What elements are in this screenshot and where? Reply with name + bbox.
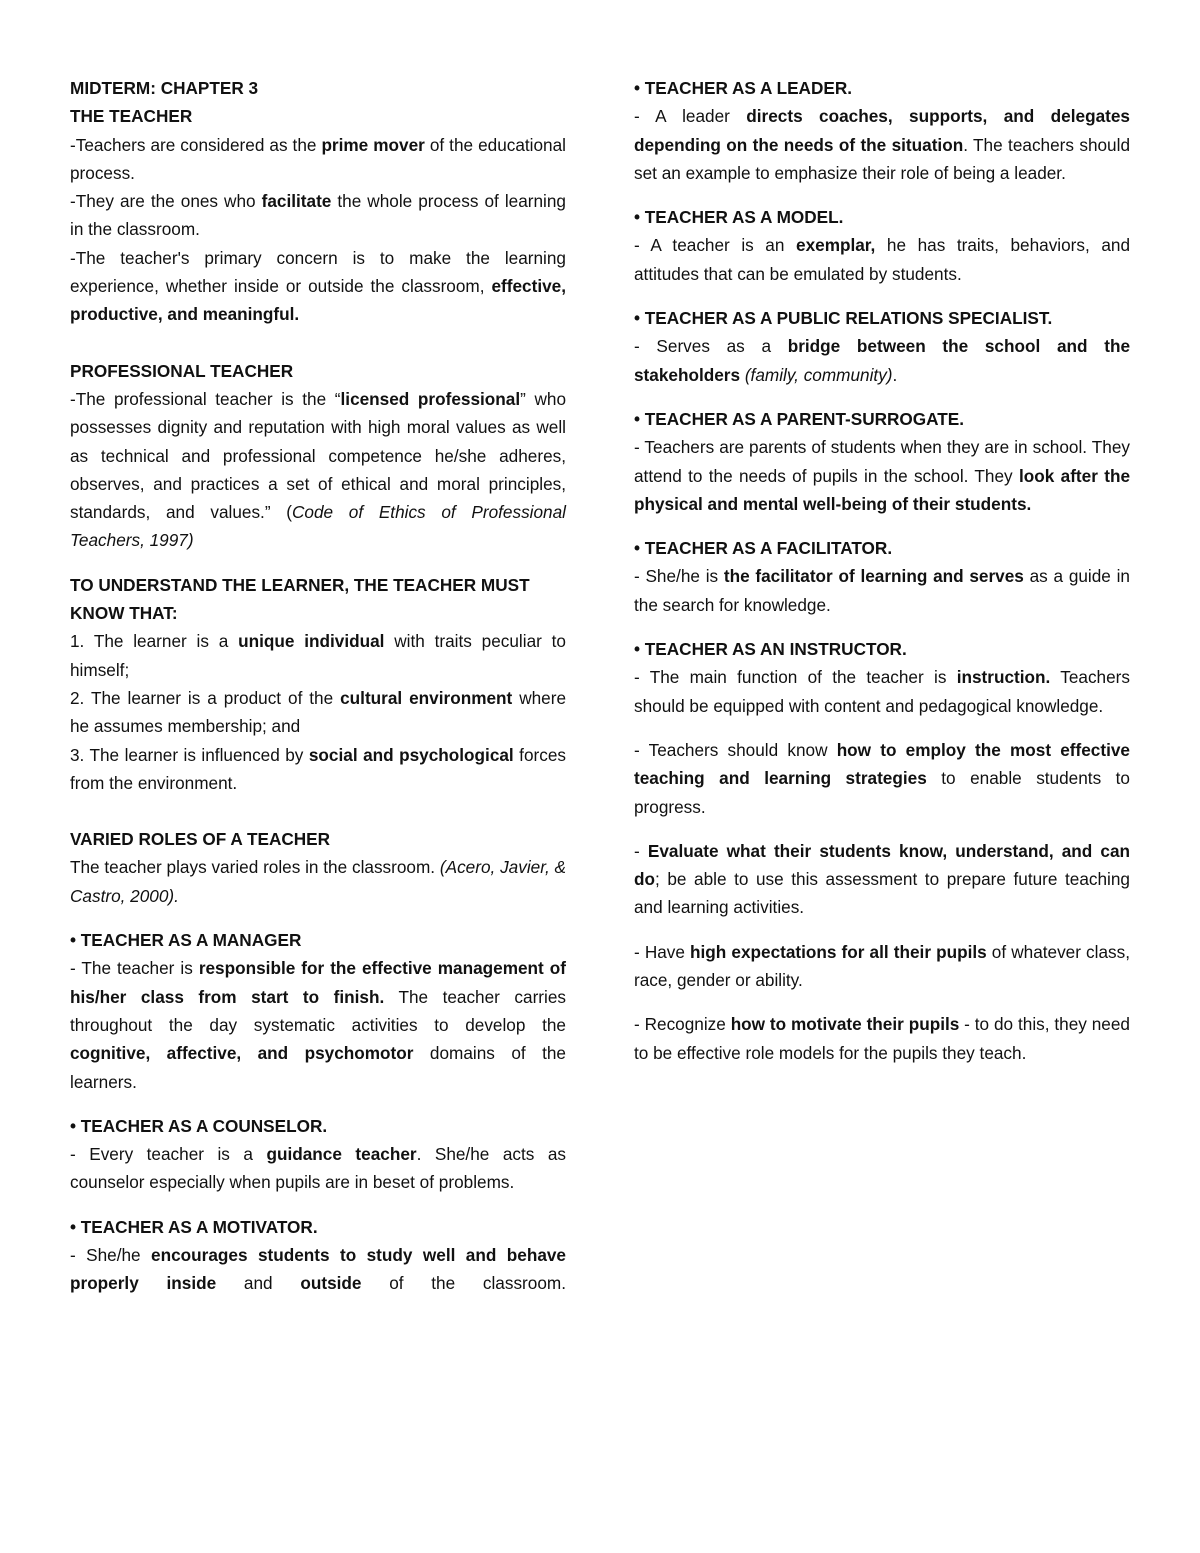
teacher-paragraph-3: -The teacher's primary concern is to make the learning experience, whether inside or outside the classroom, effective, productive, and meaningful. bbox=[70, 247, 566, 325]
role-paragraph-motivator: - She/he encourages students to study well and behave properly inside and outside of the classroom. bbox=[70, 1244, 566, 1294]
instructor-paragraph-3: - Evaluate what their students know, understand, and can do; be able to use this assessment to prepare future teaching and learning activities. bbox=[634, 840, 1131, 918]
professional-paragraph: -The professional teacher is the “licensed professional” who possesses dignity and reputation with high moral values as well as technical and professional competence he/she adheres, observes, and practices a set of ethical and moral principles, standards, and values.” (Code of Ethics of Professional Teachers, 1997) bbox=[70, 388, 567, 551]
doc-title: MIDTERM: CHAPTER 3 bbox=[70, 78, 259, 98]
instructor-paragraph-4: - Have high expectations for all their pupils of whatever class, race, gender or ability. bbox=[634, 941, 1130, 991]
role-heading-leader: • TEACHER AS A LEADER. bbox=[634, 78, 853, 98]
teacher-paragraph-1: -Teachers are considered as the prime mover of the educational process. bbox=[70, 134, 566, 183]
role-paragraph-facilitator: - She/he is the facilitator of learning and serves as a guide in the search for knowledge. bbox=[634, 566, 1130, 615]
role-heading-model: • TEACHER AS A MODEL. bbox=[634, 207, 844, 228]
instructor-paragraph-1: - The main function of the teacher is instruction. Teachers should be equipped with content and pedagogical knowledge. bbox=[634, 667, 1130, 716]
instructor-paragraph-2: - Teachers should know how to employ the most effective teaching and learning strategies to enable students to progress. bbox=[634, 739, 1130, 817]
roles-paragraph: The teacher plays varied roles in the classroom. (Acero, Javier, & Castro, 2000). bbox=[70, 857, 567, 906]
role-paragraph-public-relations: - Serves as a bridge between the school and the stakeholders (family, community). bbox=[634, 336, 1130, 385]
role-paragraph-leader: - A leader directs coaches, supports, and delegates depending on the needs of the situation. The teachers should set an example to emphasize their role of being a leader. bbox=[634, 106, 1130, 183]
section-heading-the-teacher: THE TEACHER bbox=[70, 106, 193, 127]
learner-item-2: 2. The learner is a product of the cultural environment where he assumes membership; and bbox=[70, 687, 567, 737]
role-heading-public-relations: • TEACHER AS A PUBLIC RELATIONS SPECIALIST. bbox=[634, 308, 1053, 329]
instructor-paragraph-5: - Recognize how to motivate their pupils - to do this, they need to be effective role models for the pupils they teach. bbox=[634, 1014, 1130, 1063]
role-heading-facilitator: • TEACHER AS A FACILITATOR. bbox=[634, 538, 893, 559]
left-column bbox=[70, 74, 566, 1298]
role-heading-counselor: • TEACHER AS A COUNSELOR. bbox=[70, 1115, 328, 1136]
teacher-paragraph-2: -They are the ones who facilitate the whole process of learning in the classroom. bbox=[70, 191, 566, 240]
section-heading-learner: TO UNDERSTAND THE LEARNER, THE TEACHER MUST KNOW THAT: bbox=[70, 574, 530, 624]
right-column bbox=[634, 74, 1130, 1067]
role-heading-instructor: • TEACHER AS AN INSTRUCTOR. bbox=[634, 639, 907, 660]
role-paragraph-counselor: - Every teacher is a guidance teacher. She/he acts as counselor especially when pupils are in beset of problems. bbox=[70, 1144, 567, 1193]
role-paragraph-model: - A teacher is an exemplar, he has traits, behaviors, and attitudes that can be emulated by students. bbox=[634, 235, 1131, 284]
role-heading-manager: • TEACHER AS A MANAGER bbox=[70, 930, 302, 951]
learner-item-1: 1. The learner is a unique individual with traits peculiar to himself; bbox=[70, 631, 566, 680]
role-heading-motivator: • TEACHER AS A MOTIVATOR. bbox=[70, 1216, 318, 1237]
section-heading-varied-roles: VARIED ROLES OF A TEACHER bbox=[70, 829, 331, 850]
learner-item-3: 3. The learner is influenced by social and psychological forces from the environment. bbox=[70, 744, 566, 793]
section-heading-professional-teacher: PROFESSIONAL TEACHER bbox=[70, 360, 294, 381]
role-paragraph-manager: - The teacher is responsible for the effective management of his/her class from start to finish. The teacher carries throughout the day systematic activities to develop the cognitive, affective, and psychomotor domains of the learners. bbox=[70, 958, 566, 1092]
role-paragraph-parent-surrogate: - Teachers are parents of students when they are in school. They attend to the needs of pupils in the school. They look after the physical and mental well-being of their students. bbox=[634, 437, 1131, 514]
role-heading-parent-surrogate: • TEACHER AS A PARENT-SURROGATE. bbox=[634, 408, 965, 429]
